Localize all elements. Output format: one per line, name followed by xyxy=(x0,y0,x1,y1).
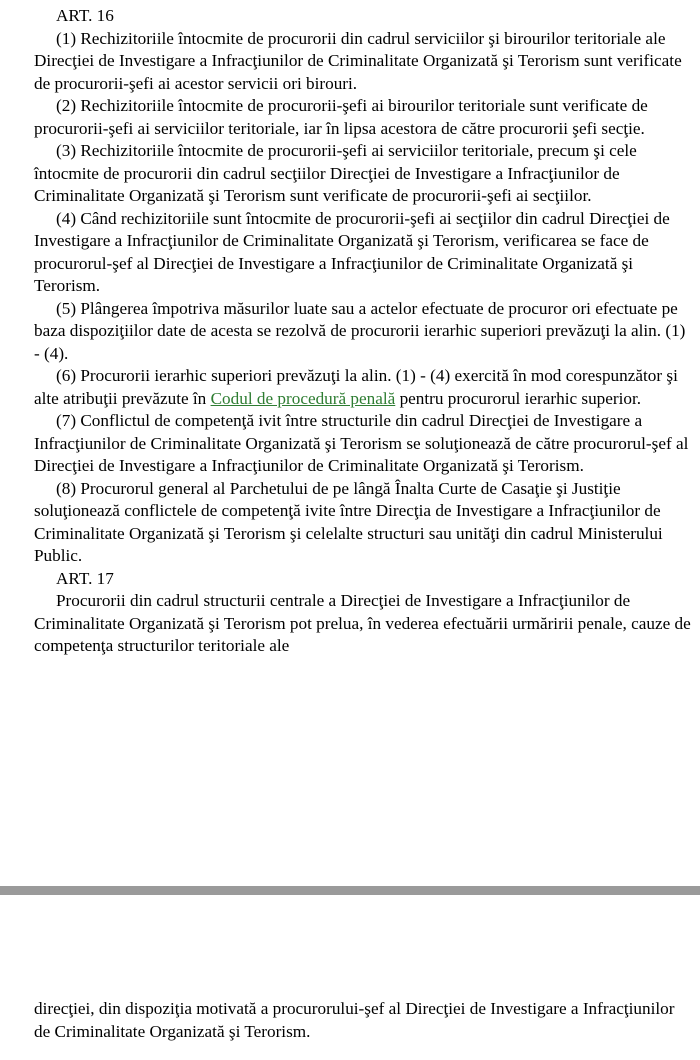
paragraph-6-text-end: pentru procurorul ierarhic superior. xyxy=(395,388,642,408)
paragraph-6-text-start: (6) Procurorii ierarhic superiori prevăzuţi la alin. (1) - (4) exercită în mod corespunzător şi alte atribuţii prevăzute în xyxy=(34,366,678,408)
page-break-separator xyxy=(0,886,700,895)
document-page-2 xyxy=(34,998,694,1043)
article-17-paragraph-1: Procurorii din cadrul structurii centrale a Direcţiei de Investigare a Infracţiunilor de Criminalitate Organizată şi Terorism pot prelua, în vederea efectuării urmăririi penale, cauze de competenţa structurilor teritoriale ale xyxy=(34,591,691,655)
article-17-heading: ART. 17 xyxy=(56,568,114,588)
article-16-paragraph-1: (1) Rechizitoriile întocmite de procurorii din cadrul serviciilor şi birourilor teritoriale ale Direcţiei de Investigare a Infracţiunilor de Criminalitate Organizată şi Terorism sunt verificate de procurorii-şefi ai acestor servicii ori birouri. xyxy=(34,28,682,93)
criminal-procedure-code-link[interactable]: Codul de procedură penală xyxy=(210,388,396,408)
document-page-1 xyxy=(34,5,694,658)
article-16-paragraph-3: (3) Rechizitoriile întocmite de procurorii-şefi ai serviciilor teritoriale, precum şi cele întocmite de procurorii din cadrul secţiilor Direcţiei de Investigare a Infracţiunilor de Criminalitate Organizată şi Terorism sunt verificate de procurorii-şefi ai secţiilor. xyxy=(34,141,637,205)
article-16-paragraph-7: (7) Conflictul de competenţă ivit între structurile din cadrul Direcţiei de Investigare a Infracţiunilor de Criminalitate Organizată şi Terorism se soluţionează de către procurorul-şef al Direcţiei de Investigare a Infracţiunilor de Criminalitate Organizată şi Terorism. xyxy=(34,411,689,475)
article-16-paragraph-8: (8) Procurorul general al Parchetului de pe lângă Înalta Curte de Casaţie şi Justiţie soluţionează conflictele de competenţă ivite între Direcţia de Investigare a Infracţiunilor de Criminalitate Organizată şi Terorism şi celelalte structuri sau unităţi din cadrul Ministerului Public. xyxy=(34,478,663,565)
article-16-paragraph-4: (4) Când rechizitoriile sunt întocmite de procurorii-şefi ai secţiilor din cadrul Direcţiei de Investigare a Infracţiunilor de Criminalitate Organizată şi Terorism, verificarea se face de procurorul-şef al Direcţiei de Investigare a Infracţiunilor de Criminalitate Organizată şi Terorism. xyxy=(34,208,670,295)
article-16-paragraph-5: (5) Plângerea împotriva măsurilor luate sau a actelor efectuate de procuror ori efectuate pe baza dispoziţiilor date de acesta se rezolvă de procurorii ierarhic superiori prevăzuţi la alin. (1) - (4). xyxy=(34,298,686,363)
article-16-paragraph-6 xyxy=(34,365,694,410)
article-16-paragraph-2: (2) Rechizitoriile întocmite de procurorii-şefi ai birourilor teritoriale sunt verificate de procurorii-şefi ai serviciilor teritoriale, iar în lipsa acestora de către procurorii şefi secţie. xyxy=(34,96,648,138)
article-16-heading: ART. 16 xyxy=(56,6,114,25)
article-17-paragraph-1-continuation: direcţiei, din dispoziţia motivată a procurorului-şef al Direcţiei de Investigare a Infracţiunilor de Criminalitate Organizată şi Terorism. xyxy=(34,999,675,1041)
